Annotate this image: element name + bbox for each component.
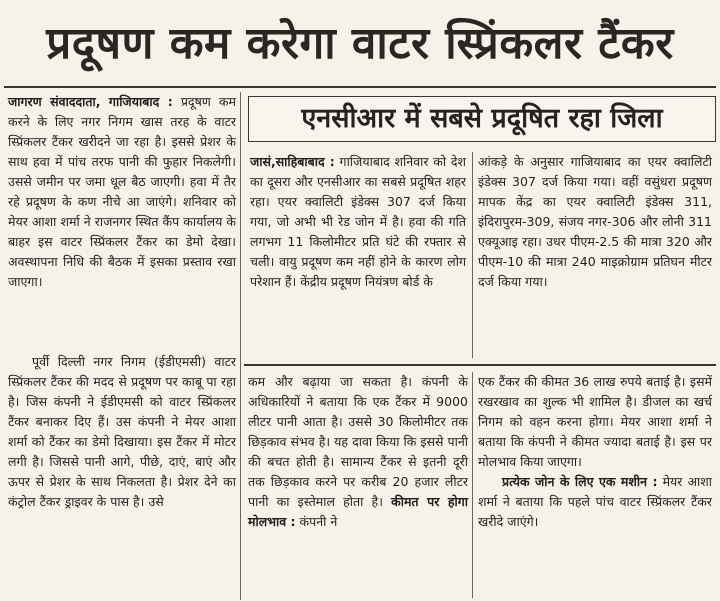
left-story-byline: जागरण संवाददाता, गाजियाबाद :	[8, 94, 173, 109]
box-story-headline: एनसीआर में सबसे प्रदूषित रहा जिला	[248, 96, 716, 142]
left-story-continued	[8, 352, 236, 598]
machine-subhead: प्रत्येक जोन के लिए एक मशीन :	[502, 474, 658, 489]
main-headline: प्रदूषण कम करेगा वाटर स्प्रिंकलर टैंकर	[46, 18, 674, 69]
right-column-text: एक टैंकर की कीमत 36 लाख रुपये बताई है। इसमें रखरखाव का शुल्क भी शामिल है। डीजल का खर्च निगम को वहन करना होगा। मेयर आशा शर्मा ने बताया कि कंपनी ने कीमत ज्यादा बताई है। इस पर मोलभाव किया जाएगा।	[478, 374, 712, 469]
middle-column	[248, 372, 468, 598]
box-story-col1	[250, 152, 466, 362]
left-story-para2: पूर्वी दिल्ली नगर निगम (ईडीएमसी) वाटर स्प्रिंकलर टैंकर की मदद से प्रदूषण पर काबू पा रहा है। जिस कंपनी ने ईडीएमसी को वाटर स्प्रिंकलर टैंकर बनाकर दिए हैं। उस कंपनी ने मेयर आशा शर्मा को टैंकर का डेमो दिखाया। इस टैंकर में मोटर लगी है। जिससे पानी आगे, पीछे, दाएं, बाएं और ऊपर से प्रेशर के साथ निकलता है। प्रेशर देने का कंट्रोल टैंकर ड्राइवर के पास है। उसे	[8, 354, 236, 509]
middle-column-text: कम और बढ़ाया जा सकता है। कंपनी के अधिकारियों ने बताया कि एक टैंकर में 9000 लीटर पानी आता है। उससे 30 किलोमीटर तक छिड़काव संभव है। यह दावा किया कि इससे पानी की बचत होती है। सामान्य टैंकर से इतनी दूरी तक छिड़काव करने पर करीब 20 हजार लीटर पानी का इस्तेमाल होता है।	[248, 374, 468, 509]
machine-subtext: मेयर आशा शर्मा ने बताया कि पहले पांच वाटर स्प्रिंकलर टैंकर खरीदे जाएंगे।	[478, 474, 712, 529]
box-story-byline: जासं,साहिबाबाद :	[250, 154, 335, 169]
column-divider-left	[240, 92, 241, 600]
left-story-para1: प्रदूषण कम करने के लिए नगर निगम खास तरह के वाटर स्प्रिंकलर टैंकर खरीदने जा रहा है। इससे प्रेशर के साथ हवा में पांच तरफ पानी की फुहार निकलेगी। उससे जमीन पर जमा धूल बैठ जाएगी। हवा में तैर रहे प्रदूषण के कण नीचे आ जाएंगे। शनिवार को मेयर आशा शर्मा ने राजनगर स्थित कैंप कार्यालय के बाहर इस वाटर स्प्रिंकलर टैंकर का डेमो देखा। अवस्थापना निधि की बैठक में इसका प्रस्ताव रखा जाएगा।	[8, 94, 237, 289]
price-subtext: कंपनी ने	[299, 514, 338, 529]
box-bottom-rule	[244, 364, 716, 366]
headline-rule	[4, 86, 716, 88]
box-divider	[472, 152, 473, 358]
box-story-col1-text: गाजियाबाद शनिवार को देश का दूसरा और एनसीआर का सबसे प्रदूषित शहर रहा। एयर क्वालिटी इंडेक्स 307 दर्ज किया गया, जो अभी भी रेड जोन में है। हवा की गति लगभग 11 किलोमीटर प्रति घंटे की रफ्तार से चली। वायु प्रदूषण कम नहीं होने के कारण लोग परेशान हैं। केंद्रीय प्रदूषण नियंत्रण बोर्ड के	[250, 154, 466, 289]
price-subhead: कीमत पर होगा मोलभाव :	[248, 494, 468, 529]
column-divider-right	[472, 372, 473, 598]
right-column	[478, 372, 712, 598]
box-story-col2-text: आंकड़े के अनुसार गाजियाबाद का एयर क्वालिटी इंडेक्स 307 दर्ज किया गया। वहीं वसुंधरा प्रदूषण मापक केंद्र का एयर क्वालिटी इंडेक्स 311, इंदिरापुरम-309, संजय नगर-306 और लोनी 311 एक्यूआइ रहा। उधर पीएम-2.5 की मात्रा 320 और पीएम-10 की मात्रा 240 माइक्रोग्राम प्रतिघन मीटर दर्ज किया गया।	[478, 154, 712, 289]
box-story-col2	[478, 152, 712, 362]
